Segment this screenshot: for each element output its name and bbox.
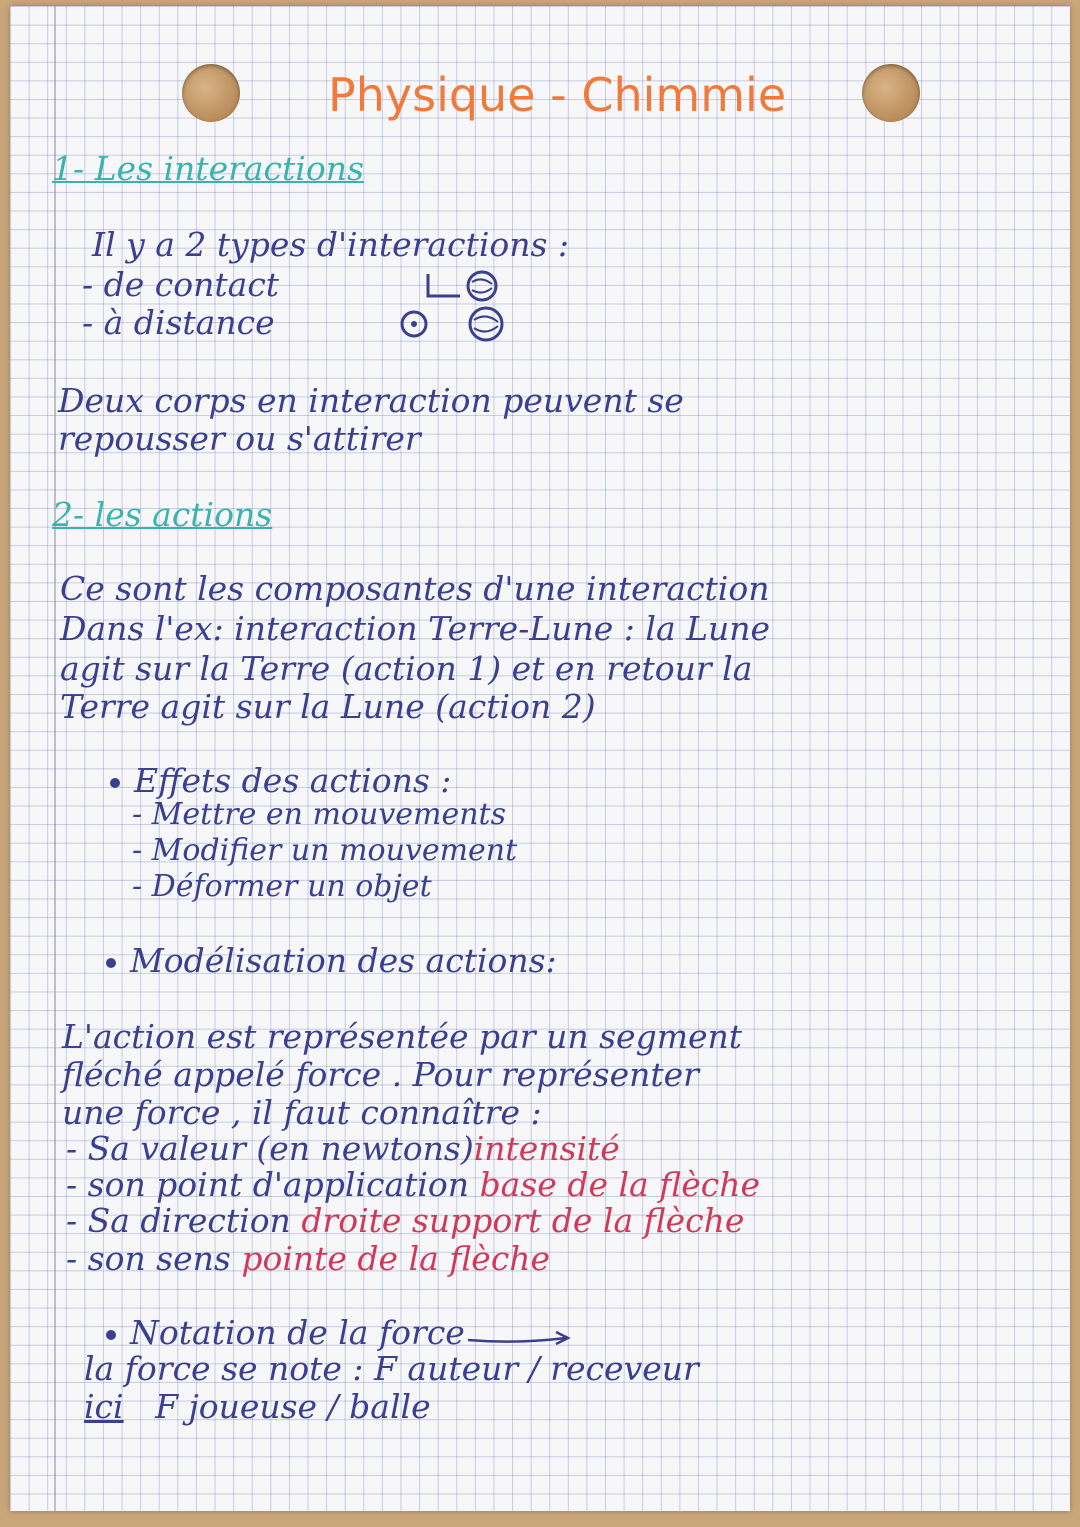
binder-hole-left — [182, 64, 240, 122]
force-property-valeur: - Sa valeur (en newtons)intensité — [66, 1129, 620, 1168]
bullet-icon — [106, 1330, 116, 1340]
distance-doodle-icon — [394, 304, 514, 344]
section2-heading: 2- les actions — [52, 495, 273, 534]
section1-item-contact: - de contact — [82, 265, 280, 304]
modelisation-text-line1: L'action est représentée par un segment — [62, 1017, 743, 1056]
notation-line2: ici F joueuse / balle — [84, 1387, 431, 1426]
bullet-icon — [106, 958, 116, 968]
effects-item-1: - Mettre en mouvements — [132, 797, 507, 832]
section2-text-line3: agit sur la Terre (action 1) et en retour la — [60, 649, 753, 688]
section1-text-line1: Deux corps en interaction peuvent se — [58, 381, 684, 420]
force-property-point: - son point d'application base de la flèche — [66, 1165, 760, 1204]
section2-text-line2: Dans l'ex: interaction Terre-Lune : la Lune — [60, 609, 771, 648]
section2-text-line1: Ce sont les composantes d'une interaction — [60, 569, 770, 608]
arrow-icon — [466, 1328, 576, 1348]
page-title: Physique - Chimmie — [328, 68, 787, 122]
modelisation-heading: Modélisation des actions: — [106, 944, 557, 977]
modelisation-text-line2: fléché appelé force . Pour représenter — [62, 1055, 699, 1094]
section2-text-line4: Terre agit sur la Lune (action 2) — [60, 687, 596, 726]
effects-item-2: - Modifier un mouvement — [132, 833, 518, 868]
section1-text-line2: repousser ou s'attirer — [58, 419, 421, 458]
section1-item-distance: - à distance — [82, 303, 275, 342]
notation-line1: la force se note : F auteur / receveur — [84, 1349, 699, 1388]
section1-intro: Il y a 2 types d'interactions : — [92, 225, 570, 264]
force-property-sens: - son sens pointe de la flèche — [66, 1239, 551, 1278]
effects-heading: Effets des actions : — [110, 764, 451, 797]
notation-heading: Notation de la force — [106, 1316, 465, 1349]
bullet-icon — [110, 778, 120, 788]
binder-hole-right — [862, 64, 920, 122]
section1-heading: 1- Les interactions — [52, 149, 364, 188]
force-property-direction: - Sa direction droite support de la flèche — [66, 1201, 745, 1240]
notebook-page — [10, 6, 1070, 1511]
modelisation-text-line3: une force , il faut connaître : — [62, 1093, 542, 1132]
margin-line — [54, 6, 56, 1511]
effects-item-3: - Déformer un objet — [132, 869, 432, 904]
